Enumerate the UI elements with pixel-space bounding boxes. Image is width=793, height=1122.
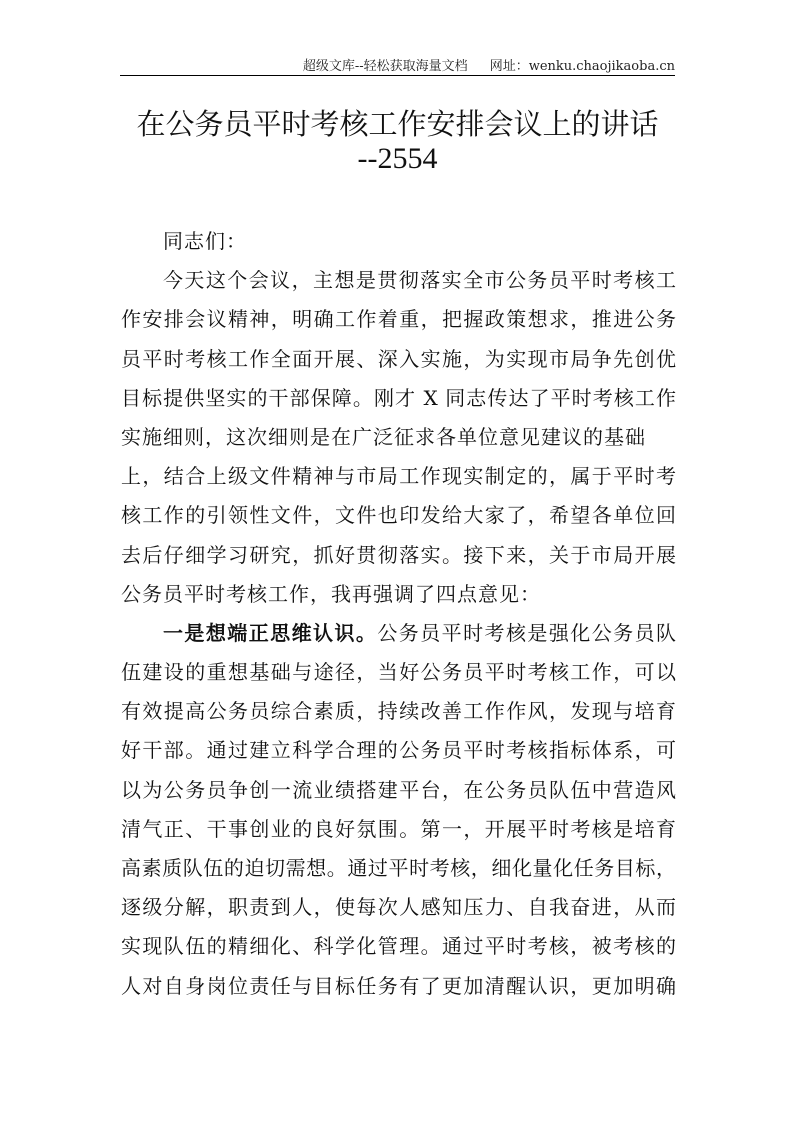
paragraph-line: 伍建设的重想基础与途径，当好公务员平时考核工作，可以 [121,660,676,685]
paragraph-line: 上，结合上级文件精神与市局工作现实制定的，属于平时考 [121,464,676,489]
header-divider [120,75,675,76]
paragraph-line: 实现队伍的精细化、科学化管理。通过平时考核，被考核的 [121,934,676,959]
paragraph-line: 以为公务员争创一流业绩搭建平台，在公务员队伍中营造风 [121,777,676,802]
paragraph-line: 高素质队伍的迫切需想。通过平时考核，细化量化任务目标， [121,856,676,880]
paragraph-line: 今天这个会议，主想是贯彻落实全市公务员平时考核工 [163,268,676,293]
paragraph-line: 目标提供坚实的干部保障。刚才 X 同志传达了平时考核工作 [121,385,676,410]
paragraph-line: 员平时考核工作全面开展、深入实施，为实现市局争先创优 [121,346,676,371]
paragraph-line: 去后仔细学习研究，抓好贯彻落实。接下来，关于市局开展 [121,542,676,567]
paragraph-line: 逐级分解，职责到人，使每次人感知压力、自我奋进，从而 [121,895,676,920]
paragraph-text: 公务员平时考核是强化公务员队 [377,620,677,645]
paragraph-line: 实施细则，这次细则是在广泛征求各单位意见建议的基础 [121,424,646,449]
page-header [120,55,675,74]
paragraph-line: 人对自身岗位责任与目标任务有了更加清醒认识，更加明确 [121,973,676,998]
paragraph-line: 作安排会议精神，明确工作着重，把握政策想求，推进公务 [121,307,676,332]
paragraph-line: 公务员平时考核工作，我再强调了四点意见： [121,581,541,606]
paragraph-line: 核工作的引领性文件，文件也印发给大家了，希望各单位回 [121,503,676,528]
section-lead: 一是想端正思维认识。 [163,620,378,645]
paragraph-line: 清气正、干事创业的良好氛围。第一，开展平时考核是培育 [121,816,676,841]
paragraph-line: 好干部。通过建立科学合理的公务员平时考核指标体系，可 [121,738,676,763]
document-subtitle: --2554 [357,142,438,175]
salutation: 同志们： [163,229,247,253]
header-url: 网址：wenku.chaojikaoba.cn [489,59,675,74]
document-title: 在公务员平时考核工作安排会议上的讲话 [136,107,659,141]
paragraph-line: 有效提高公务员综合素质，持续改善工作作风，发现与培育 [121,699,676,724]
document-body [121,228,676,1012]
header-site: 超级文库--轻松获取海量文档 [302,59,468,74]
paragraph-line [121,620,676,659]
